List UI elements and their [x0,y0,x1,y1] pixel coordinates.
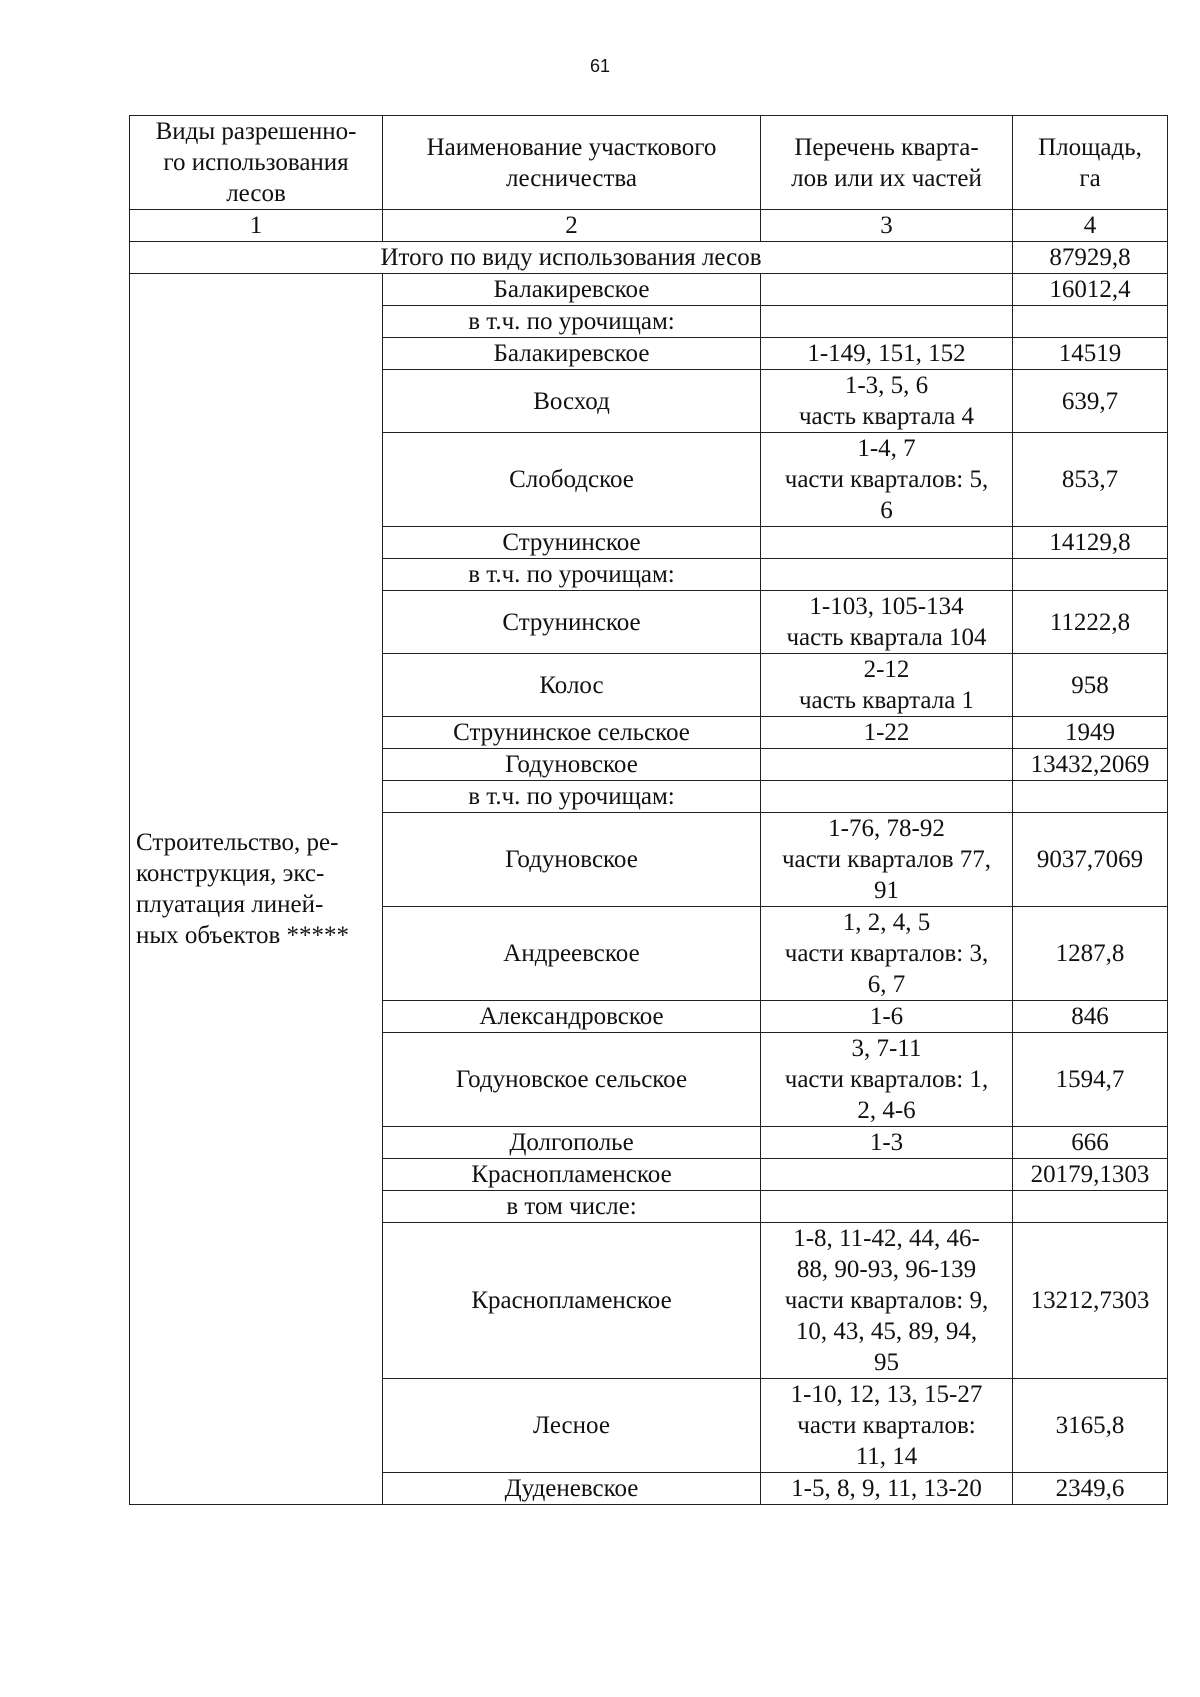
header-row [130,116,1168,210]
area-cell: 9037,7069 [1013,813,1168,907]
header-quarters: Перечень кварта- лов или их частей [761,116,1013,210]
area-cell: 14519 [1013,338,1168,370]
area-cell: 13212,7303 [1013,1223,1168,1379]
area-cell: 639,7 [1013,370,1168,433]
header-usage-type: Виды разрешенно- го использования лесов [130,116,383,210]
quarters-cell: 1-22 [761,717,1013,749]
quarters-cell [761,559,1013,591]
quarters-cell: 1-3, 5, 6 часть квартала 4 [761,370,1013,433]
column-number: 2 [383,210,761,242]
forestry-name-cell: Струнинское [383,527,761,559]
quarters-cell [761,781,1013,813]
total-area: 87929,8 [1013,242,1168,274]
forestry-name-cell: в т.ч. по урочищам: [383,306,761,338]
area-cell: 958 [1013,654,1168,717]
area-cell: 1949 [1013,717,1168,749]
forestry-name-cell: Краснопламенское [383,1159,761,1191]
forestry-name-cell: в т.ч. по урочищам: [383,559,761,591]
quarters-cell: 3, 7-11 части кварталов: 1, 2, 4-6 [761,1033,1013,1127]
quarters-cell [761,306,1013,338]
quarters-cell [761,527,1013,559]
forestry-name-cell: Струнинское [383,591,761,654]
area-cell: 20179,1303 [1013,1159,1168,1191]
area-cell [1013,1191,1168,1223]
quarters-cell: 1-103, 105-134 часть квартала 104 [761,591,1013,654]
column-number: 1 [130,210,383,242]
forestry-name-cell: Годуновское [383,813,761,907]
forestry-name-cell: в т.ч. по урочищам: [383,781,761,813]
header-forestry-name: Наименование участкового лесничества [383,116,761,210]
header-area: Площадь, га [1013,116,1168,210]
quarters-cell: 2-12 часть квартала 1 [761,654,1013,717]
area-cell: 846 [1013,1001,1168,1033]
quarters-cell [761,1159,1013,1191]
area-cell: 666 [1013,1127,1168,1159]
quarters-cell [761,274,1013,306]
quarters-cell [761,749,1013,781]
forestry-name-cell: Струнинское сельское [383,717,761,749]
column-number-row [130,210,1168,242]
forestry-name-cell: Андреевское [383,907,761,1001]
column-number: 4 [1013,210,1168,242]
quarters-cell: 1-8, 11-42, 44, 46- 88, 90-93, 96-139 части кварталов: 9, 10, 43, 45, 89, 94, 95 [761,1223,1013,1379]
forestry-name-cell: в том числе: [383,1191,761,1223]
forestry-name-cell: Слободское [383,433,761,527]
forestry-name-cell: Балакиревское [383,338,761,370]
forestry-name-cell: Балакиревское [383,274,761,306]
area-cell: 13432,2069 [1013,749,1168,781]
area-cell: 853,7 [1013,433,1168,527]
forestry-name-cell: Александровское [383,1001,761,1033]
forestry-name-cell: Лесное [383,1379,761,1473]
page-number: 61 [589,56,611,76]
forestry-name-cell: Дуденевское [383,1473,761,1505]
usage-type-cell: Строительство, ре- конструкция, экс- плуатация линей- ных объектов ***** [130,274,383,1505]
quarters-cell: 1-4, 7 части кварталов: 5, 6 [761,433,1013,527]
quarters-cell: 1-76, 78-92 части кварталов 77, 91 [761,813,1013,907]
area-cell: 2349,6 [1013,1473,1168,1505]
table-row [130,274,1168,306]
quarters-cell: 1-149, 151, 152 [761,338,1013,370]
quarters-cell: 1-3 [761,1127,1013,1159]
area-cell [1013,306,1168,338]
forestry-name-cell: Восход [383,370,761,433]
quarters-cell: 1-10, 12, 13, 15-27 части кварталов: 11, 14 [761,1379,1013,1473]
total-row [130,242,1168,274]
area-cell: 3165,8 [1013,1379,1168,1473]
area-cell: 1287,8 [1013,907,1168,1001]
forestry-name-cell: Долгополье [383,1127,761,1159]
area-cell [1013,781,1168,813]
quarters-cell: 1-6 [761,1001,1013,1033]
area-cell: 16012,4 [1013,274,1168,306]
forestry-name-cell: Краснопламенское [383,1223,761,1379]
quarters-cell: 1, 2, 4, 5 части кварталов: 3, 6, 7 [761,907,1013,1001]
area-cell [1013,559,1168,591]
forestry-name-cell: Годуновское [383,749,761,781]
forestry-name-cell: Колос [383,654,761,717]
quarters-cell: 1-5, 8, 9, 11, 13-20 [761,1473,1013,1505]
forestry-name-cell: Годуновское сельское [383,1033,761,1127]
column-number: 3 [761,210,1013,242]
area-cell: 14129,8 [1013,527,1168,559]
area-cell: 11222,8 [1013,591,1168,654]
total-label: Итого по виду использования лесов [130,242,1013,274]
area-cell: 1594,7 [1013,1033,1168,1127]
quarters-cell [761,1191,1013,1223]
forest-usage-table [129,115,1168,1505]
